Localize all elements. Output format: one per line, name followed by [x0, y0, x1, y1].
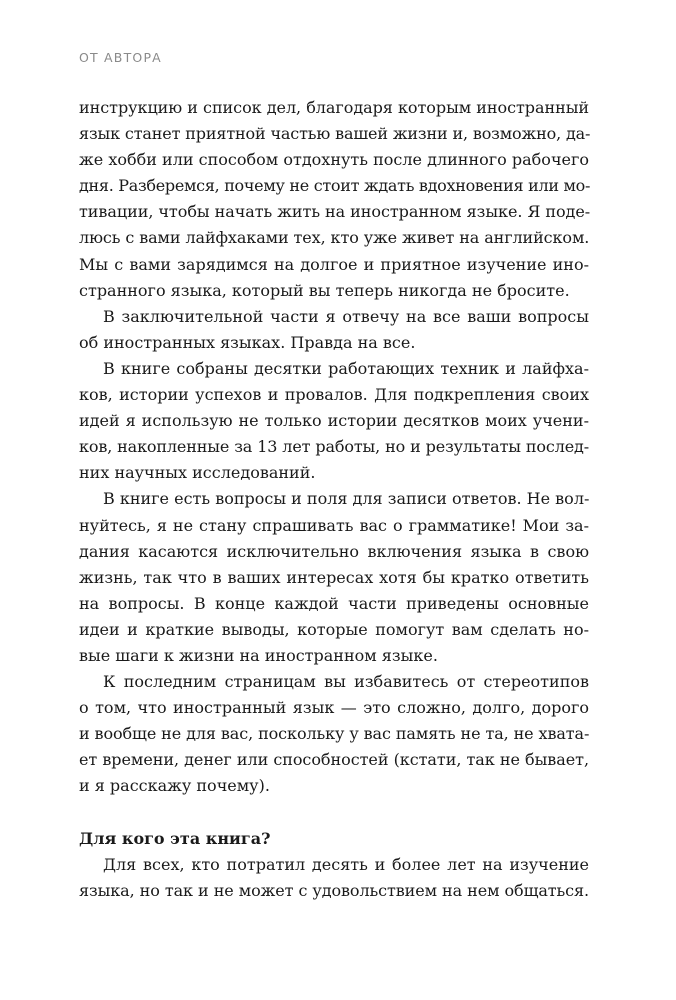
text-line: о том, что иностранный язык — это сложно, долго, дорого — [79, 698, 589, 718]
text-line: жизнь, так что в ваших интересах хотя бы кратко ответить — [79, 567, 589, 587]
section-gap — [79, 800, 589, 826]
text-line: об иностранных языках. Правда на все. — [79, 332, 416, 352]
text-line: и вообще не для вас, поскольку у вас память не та, не хвата- — [79, 724, 590, 744]
text-line: люсь с вами лайфхаками тех, кто уже живет на английском. — [79, 228, 590, 248]
text-line: Для всех, кто потратил десять и более лет на изучение — [103, 854, 589, 874]
paragraph — [79, 852, 589, 904]
text-line: вые шаги к жизни на иностранном языке. — [79, 645, 438, 665]
text-line: В заключительной части я отвечу на все ваши вопросы — [103, 306, 589, 326]
text-line: странного языка, который вы теперь никогда не бросите. — [79, 280, 570, 300]
text-line: идей я использую не только истории десятков моих учени- — [79, 411, 589, 431]
text-line: же хобби или способом отдохнуть после длинного рабочего — [79, 150, 589, 170]
text-line: дня. Разберемся, почему не стоит ждать вдохновения или мо- — [79, 176, 591, 196]
text-line: язык станет приятной частью вашей жизни и, возможно, да- — [79, 124, 591, 144]
text-line: Мы с вами зарядимся на долгое и приятное изучение ино- — [79, 254, 589, 274]
text-line: идеи и краткие выводы, которые помогут вам сделать но- — [79, 619, 589, 639]
paragraph — [79, 95, 589, 304]
running-head: ОТ АВТОРА — [79, 50, 162, 65]
text-line: ков, накопленные за 13 лет работы, но и результаты послед- — [79, 437, 589, 457]
text-line: языка, но так и не может с удовольствием на нем общаться. — [79, 880, 589, 900]
text-line: В книге есть вопросы и поля для записи ответов. Не вол- — [103, 489, 590, 509]
paragraph — [79, 669, 589, 799]
text-line: и я расскажу почему). — [79, 776, 270, 796]
text-line: В книге собраны десятки работающих техник и лайфха- — [103, 358, 589, 378]
text-line: ков, истории успехов и провалов. Для подкрепления своих — [79, 385, 589, 405]
text-line: на вопросы. В конце каждой части приведены основные — [79, 593, 589, 613]
paragraph — [79, 356, 589, 486]
paragraph — [79, 304, 589, 356]
text-line: них научных исследований. — [79, 463, 316, 483]
text-line: нуйтесь, я не стану спрашивать вас о грамматике! Мои за- — [79, 515, 589, 535]
paragraph — [79, 486, 589, 669]
text-line: тивации, чтобы начать жить на иностранном языке. Я поде- — [79, 202, 591, 222]
text-line: ет времени, денег или способностей (кстати, так не бывает, — [79, 750, 589, 770]
text-line: инструкцию и список дел, благодаря которым иностранный — [79, 98, 589, 117]
section-heading: Для кого эта книга? — [79, 828, 271, 848]
text-line: К последним страницам вы избавитесь от стереотипов — [103, 672, 589, 692]
body-text — [79, 95, 589, 904]
text-line: дания касаются исключительно включения языка в свою — [79, 541, 589, 561]
